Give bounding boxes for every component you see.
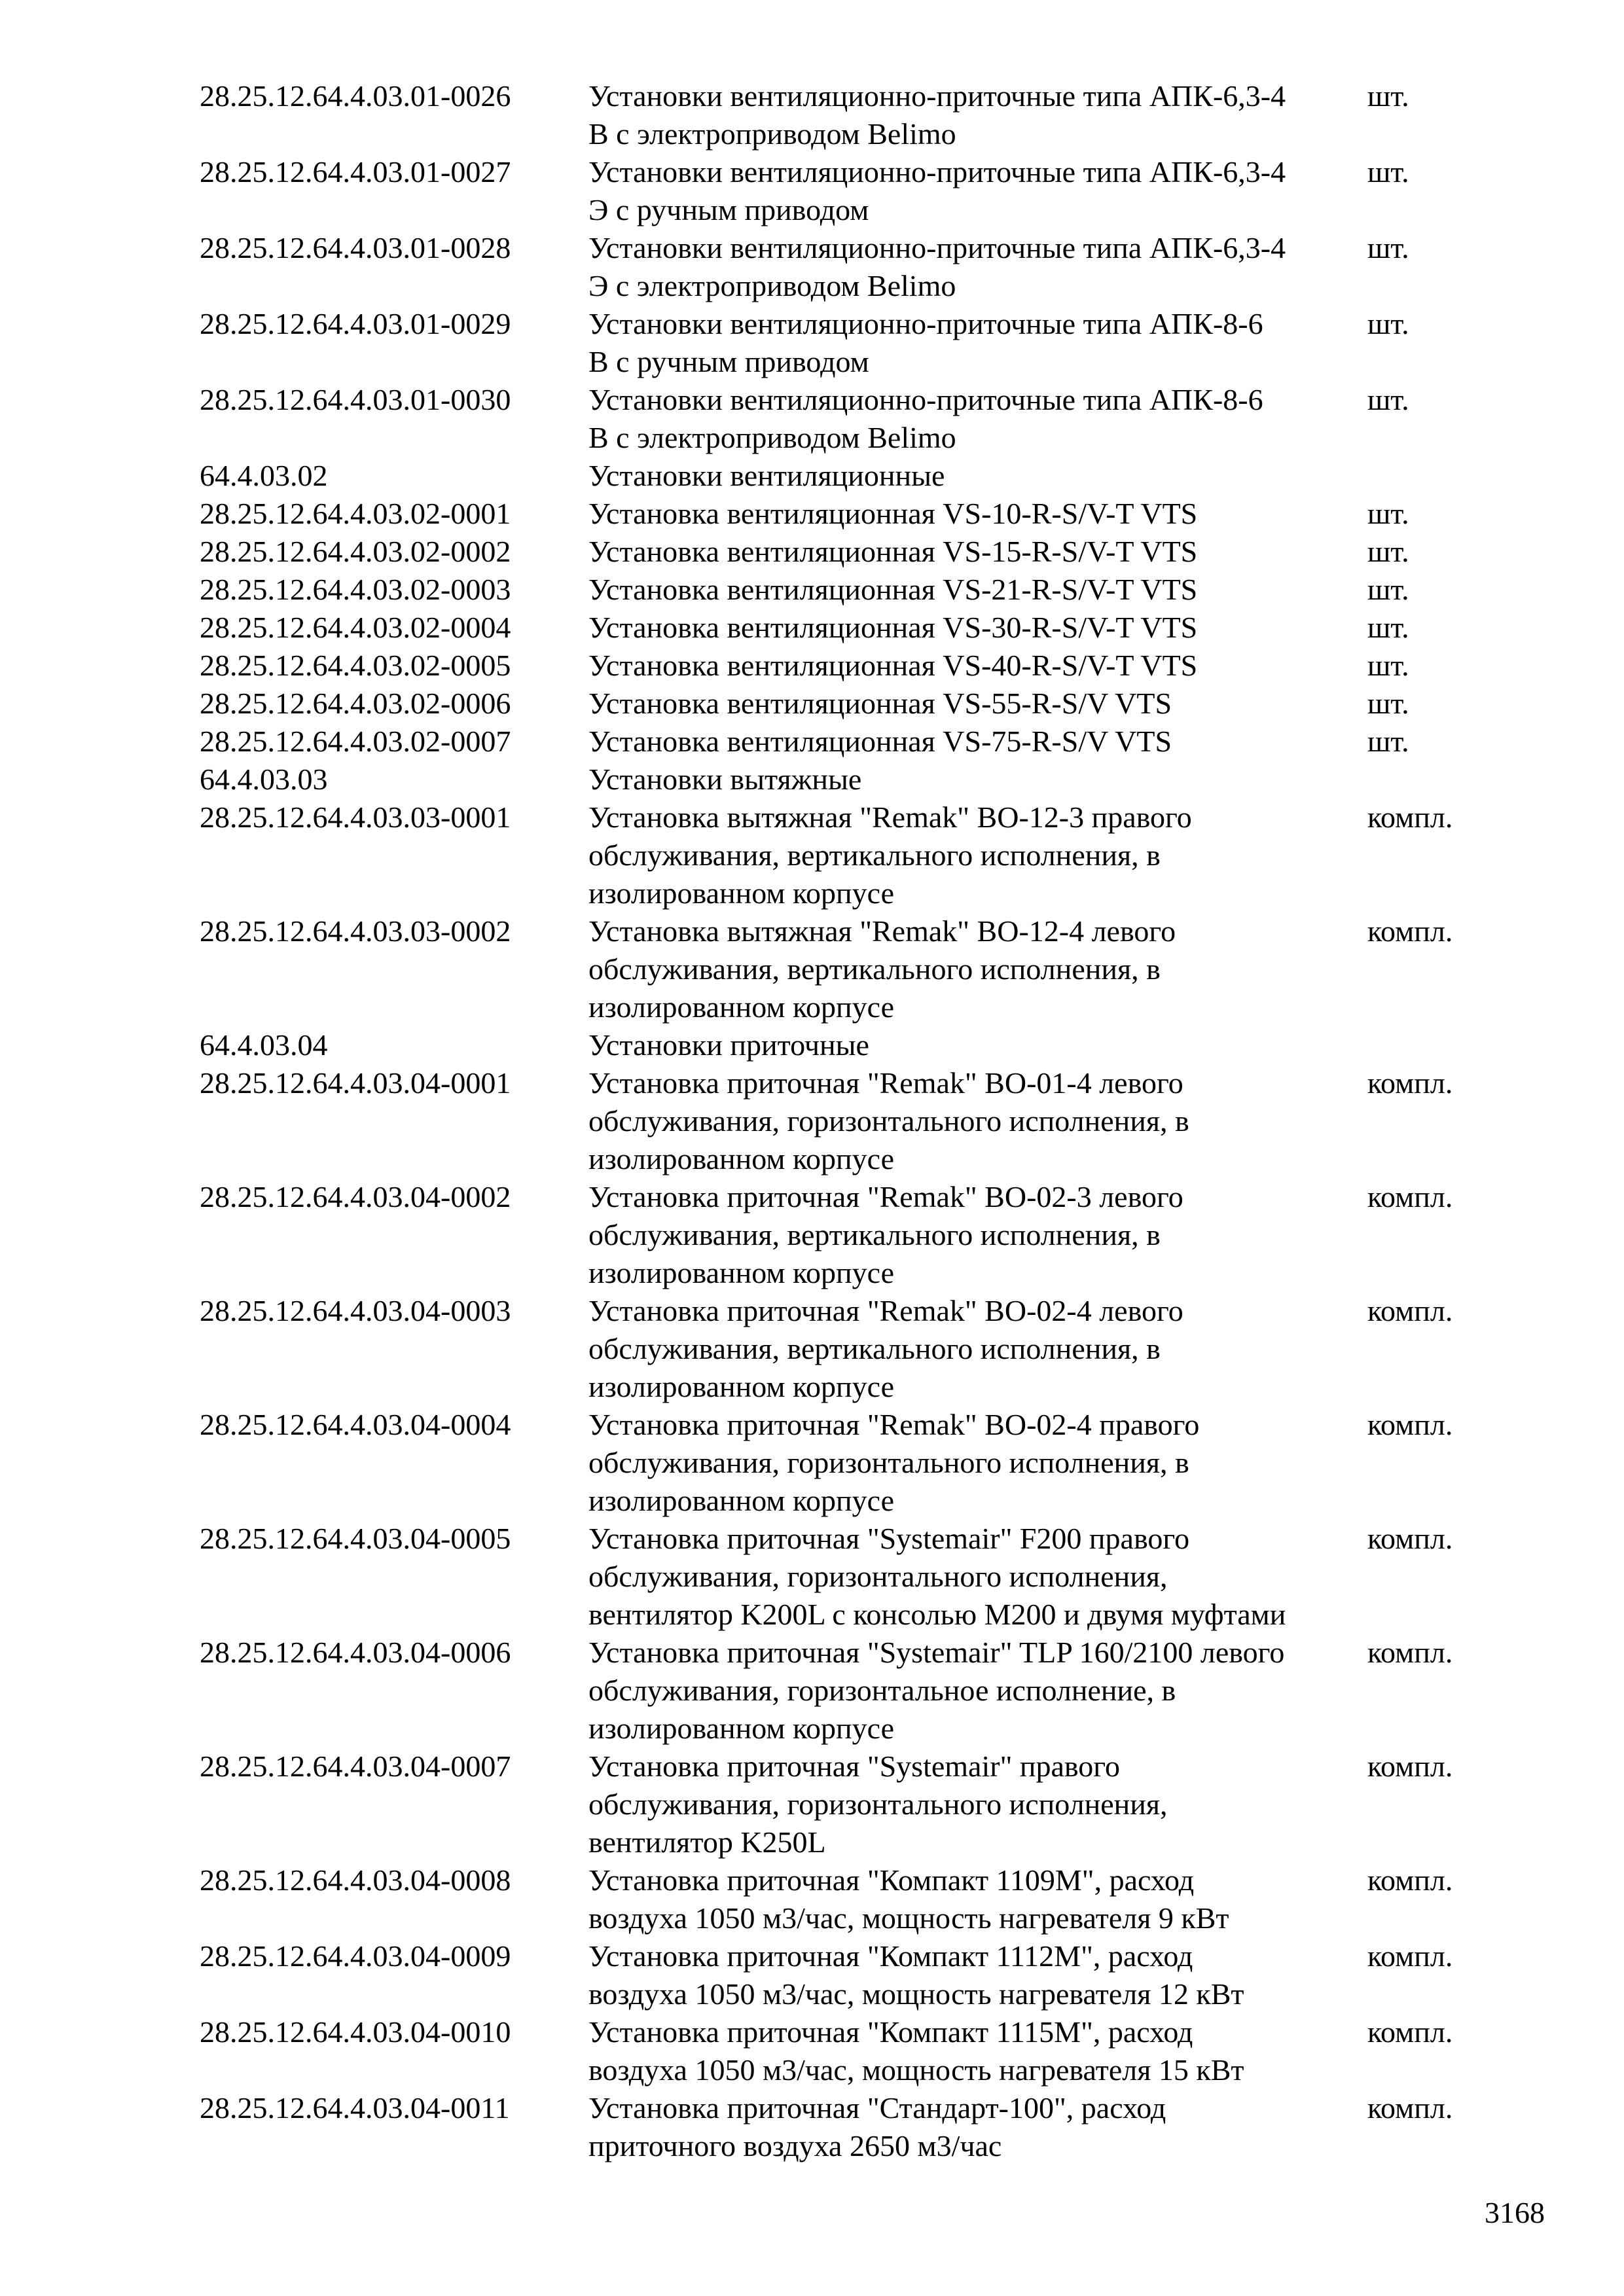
item-name: Установки вытяжные <box>588 762 862 796</box>
item-name: Установка приточная "Remak" ВО-01-4 левого обслуживания, горизонтального исполнения, в изолированном корпусе <box>588 1066 1189 1175</box>
table-row <box>200 2013 1496 2089</box>
item-unit: шт. <box>1367 155 1409 188</box>
item-unit: компл. <box>1367 1522 1453 1555</box>
table-row <box>200 495 1496 533</box>
item-name: Установка приточная "Компакт 1112М", расход воздуха 1050 м3/час, мощность нагревателя 12 кВт <box>588 1939 1244 2011</box>
item-code: 28.25.12.64.4.03.02-0007 <box>200 725 511 758</box>
item-code: 28.25.12.64.4.03.03-0002 <box>200 914 511 948</box>
table-row <box>200 1064 1496 1178</box>
table-row <box>200 153 1496 229</box>
item-code: 28.25.12.64.4.03.04-0002 <box>200 1180 511 1213</box>
item-unit: компл. <box>1367 1180 1453 1213</box>
item-unit: компл. <box>1367 2015 1453 2049</box>
table-row <box>200 571 1496 609</box>
item-unit: шт. <box>1367 383 1409 416</box>
table-row <box>200 1634 1496 1748</box>
item-code: 28.25.12.64.4.03.04-0001 <box>200 1066 511 1100</box>
item-unit: компл. <box>1367 1408 1453 1441</box>
item-code: 28.25.12.64.4.03.02-0006 <box>200 687 511 720</box>
item-unit: шт. <box>1367 535 1409 568</box>
item-unit: шт. <box>1367 497 1409 530</box>
item-unit: компл. <box>1367 914 1453 948</box>
price-list-table <box>200 77 1496 2165</box>
table-row <box>200 1178 1496 1292</box>
item-name: Установка вентиляционная VS-30-R-S/V-T VTS <box>588 611 1198 644</box>
item-name: Установка приточная "Systemair" правого обслуживания, горизонтального исполнения, вентилятор K250L <box>588 1749 1168 1859</box>
table-row <box>200 647 1496 685</box>
item-name: Установки приточные <box>588 1028 869 1062</box>
item-unit: компл. <box>1367 1294 1453 1327</box>
table-row <box>200 77 1496 153</box>
item-code: 64.4.03.02 <box>200 459 328 492</box>
table-row <box>200 305 1496 381</box>
table-row <box>200 381 1496 457</box>
table-row <box>200 1937 1496 2013</box>
table-row <box>200 761 1496 798</box>
item-name: Установка вентиляционная VS-21-R-S/V-T VTS <box>588 573 1198 606</box>
item-name: Установка вентиляционная VS-55-R-S/V VTS <box>588 687 1172 720</box>
item-name: Установки вентиляционные <box>588 459 945 492</box>
item-unit: шт. <box>1367 687 1409 720</box>
item-code: 28.25.12.64.4.03.04-0008 <box>200 1863 511 1897</box>
item-code: 64.4.03.03 <box>200 762 328 796</box>
item-code: 28.25.12.64.4.03.01-0028 <box>200 231 511 264</box>
item-name: Установка приточная "Компакт 1109М", расход воздуха 1050 м3/час, мощность нагревателя 9 кВт <box>588 1863 1229 1935</box>
item-code: 28.25.12.64.4.03.04-0007 <box>200 1749 511 1783</box>
item-unit: компл. <box>1367 1863 1453 1897</box>
item-unit: компл. <box>1367 800 1453 834</box>
table-row <box>200 1520 1496 1634</box>
item-code: 28.25.12.64.4.03.01-0029 <box>200 307 511 340</box>
item-name: Установка приточная "Компакт 1115М", расход воздуха 1050 м3/час, мощность нагревателя 15 кВт <box>588 2015 1244 2087</box>
item-name: Установка вентиляционная VS-75-R-S/V VTS <box>588 725 1172 758</box>
item-code: 28.25.12.64.4.03.03-0001 <box>200 800 511 834</box>
table-row <box>200 609 1496 647</box>
item-name: Установки вентиляционно-приточные типа АПК-6,3-4 В с электроприводом Belimo <box>588 79 1286 151</box>
item-code: 28.25.12.64.4.03.04-0010 <box>200 2015 511 2049</box>
table-row <box>200 912 1496 1026</box>
item-code: 28.25.12.64.4.03.02-0003 <box>200 573 511 606</box>
item-code: 28.25.12.64.4.03.01-0030 <box>200 383 511 416</box>
item-name: Установка приточная "Remak" ВО-02-4 левого обслуживания, вертикального исполнения, в изолированном корпусе <box>588 1294 1183 1403</box>
item-code: 28.25.12.64.4.03.02-0005 <box>200 649 511 682</box>
item-name: Установки вентиляционно-приточные типа АПК-6,3-4 Э с ручным приводом <box>588 155 1286 226</box>
item-unit: шт. <box>1367 307 1409 340</box>
item-code: 28.25.12.64.4.03.04-0011 <box>200 2091 510 2125</box>
item-code: 28.25.12.64.4.03.01-0027 <box>200 155 511 188</box>
item-code: 28.25.12.64.4.03.02-0004 <box>200 611 511 644</box>
item-name: Установки вентиляционно-приточные типа АПК-6,3-4 Э с электроприводом Belimo <box>588 231 1286 302</box>
table-row <box>200 1406 1496 1520</box>
item-unit: шт. <box>1367 611 1409 644</box>
item-code: 28.25.12.64.4.03.04-0006 <box>200 1636 511 1669</box>
table-row <box>200 457 1496 495</box>
table-row <box>200 229 1496 305</box>
item-unit: компл. <box>1367 1066 1453 1100</box>
table-row <box>200 2089 1496 2165</box>
item-unit: шт. <box>1367 573 1409 606</box>
item-code: 28.25.12.64.4.03.04-0003 <box>200 1294 511 1327</box>
table-row <box>200 723 1496 761</box>
item-name: Установка приточная "Systemair" TLP 160/2100 левого обслуживания, горизонтальное исполнение, в изолированном корпусе <box>588 1636 1285 1745</box>
item-unit: шт. <box>1367 725 1409 758</box>
table-row <box>200 1026 1496 1064</box>
item-name: Установка приточная "Стандарт-100", расход приточного воздуха 2650 м3/час <box>588 2091 1166 2162</box>
item-code: 28.25.12.64.4.03.01-0026 <box>200 79 511 113</box>
page-number: 3168 <box>1485 2196 1545 2229</box>
item-unit: компл. <box>1367 1939 1453 1973</box>
item-name: Установка вентиляционная VS-15-R-S/V-T VTS <box>588 535 1198 568</box>
table-row <box>200 1748 1496 1861</box>
item-name: Установка вентиляционная VS-40-R-S/V-T VTS <box>588 649 1198 682</box>
item-unit: компл. <box>1367 1749 1453 1783</box>
item-code: 28.25.12.64.4.03.04-0004 <box>200 1408 511 1441</box>
item-name: Установка вентиляционная VS-10-R-S/V-T VTS <box>588 497 1198 530</box>
item-unit: шт. <box>1367 231 1409 264</box>
table-row <box>200 1292 1496 1406</box>
table-row <box>200 533 1496 571</box>
table-row <box>200 685 1496 723</box>
item-code: 28.25.12.64.4.03.04-0009 <box>200 1939 511 1973</box>
item-code: 28.25.12.64.4.03.04-0005 <box>200 1522 511 1555</box>
item-code: 28.25.12.64.4.03.02-0001 <box>200 497 511 530</box>
item-code: 28.25.12.64.4.03.02-0002 <box>200 535 511 568</box>
item-name: Установка вытяжная "Remak" ВО-12-4 левого обслуживания, вертикального исполнения, в изолированном корпусе <box>588 914 1176 1024</box>
item-name: Установка приточная "Remak" ВО-02-3 левого обслуживания, вертикального исполнения, в изолированном корпусе <box>588 1180 1183 1289</box>
item-name: Установки вентиляционно-приточные типа АПК-8-6 В с электроприводом Belimo <box>588 383 1263 454</box>
table-row <box>200 798 1496 912</box>
item-name: Установка вытяжная "Remak" ВО-12-3 правого обслуживания, вертикального исполнения, в изолированном корпусе <box>588 800 1192 910</box>
item-name: Установка приточная "Remak" ВО-02-4 правого обслуживания, горизонтального исполнения, в изолированном корпусе <box>588 1408 1200 1517</box>
table-row <box>200 1861 1496 1937</box>
item-unit: шт. <box>1367 649 1409 682</box>
item-unit: компл. <box>1367 1636 1453 1669</box>
item-code: 64.4.03.04 <box>200 1028 328 1062</box>
item-unit: компл. <box>1367 2091 1453 2125</box>
item-name: Установка приточная "Systemair" F200 правого обслуживания, горизонтального исполнения, вентилятор K200L с консолью М200 и двумя муфтами <box>588 1522 1286 1631</box>
item-name: Установки вентиляционно-приточные типа АПК-8-6 В с ручным приводом <box>588 307 1263 378</box>
item-unit: шт. <box>1367 79 1409 113</box>
